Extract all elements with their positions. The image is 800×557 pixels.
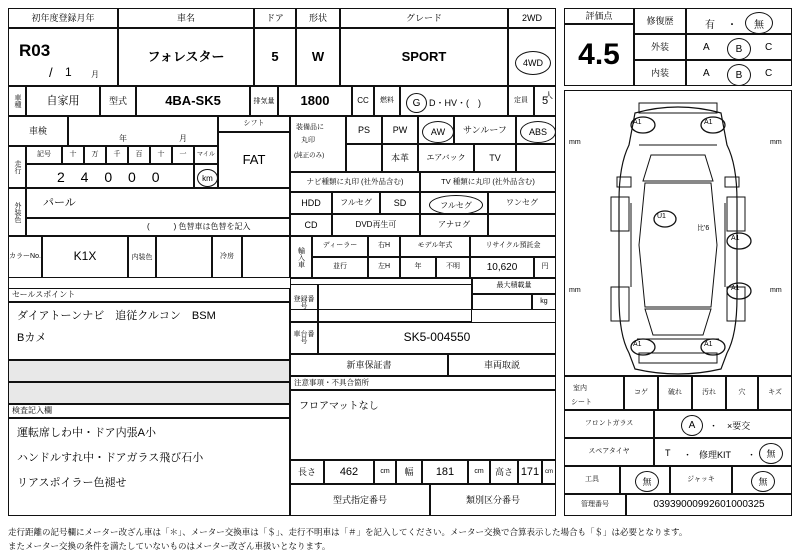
width-unit: cm [474,467,484,475]
length-value: 462 [339,465,359,478]
equip-leather-label: 本革 [390,152,409,163]
check-line-3: リアスポイラー色褪せ [17,477,127,489]
ac-value-cell [242,236,290,278]
shift-value: FAT [242,151,266,167]
use-label: 車種 [14,94,22,108]
front-glass-dot: ・ [709,421,719,431]
repair-label-cell [634,8,686,34]
int-grade-b-marked: B [727,64,751,86]
nav-dvd-label: DVD再生可 [355,220,397,230]
disp-label: 排気量 [253,97,275,105]
equip-tv [474,144,516,172]
nav-title: ナビ種類に丸印 (社外品含む) [306,176,404,186]
height-unit-cell [542,460,556,484]
sales-line2: Bカメ [17,332,47,344]
drive-4wd-cell [508,28,556,86]
fuel-label: 燃料 [380,96,394,104]
chassis-label: 車台番号 [293,331,315,345]
import-right-label: 右H [377,242,391,250]
fuel-options: D・HV・( ) [429,98,481,108]
car-name-value: フォレスター [147,48,225,64]
footer-note-1: 走行距離の記号欄にメーター改ざん車は「＊」、メーター交換車は「＄」、走行不明車は「＃」を記入してください。メーター交換で合算表示した場合も「＄」は必要となります。 [8,527,688,537]
fuel-gasoline-marked: G [406,93,427,113]
recycle-unit-cell [534,257,556,278]
import-label-cell [290,236,312,278]
nav-sd [380,192,420,214]
maxload-value-cell [472,294,532,310]
model-label-cell [100,86,136,116]
grade-value: SPORT [401,48,447,64]
photo-strip-2 [8,382,290,404]
new-cert-cell [290,354,448,376]
mileage-h-kigou-label: 記号 [37,150,51,158]
use-value: 自家用 [46,94,80,107]
import-left-cell [368,257,400,278]
col-kizu [758,376,792,410]
mileage-value-cell [26,164,194,188]
reg-month-unit: 月 [91,70,99,79]
notice-label: 注意事項・不具合箇所 [294,377,369,387]
car-name-value-cell [118,28,254,86]
recycle-label: リサイクル預託金 [485,242,541,250]
color-no-label: カラーNo. [9,252,41,260]
check-value-cell [8,418,290,516]
nav-cd-label: CD [304,219,318,230]
width-label-cell [396,460,422,484]
equipment-label-cell [290,116,346,172]
interior-color-label-cell [128,236,156,278]
check-line-1: 運転席しわ中・ドア内張A小 [17,427,157,439]
diagram-mark-a1-rs2: A1 [731,285,740,292]
tools-value-cell [620,466,670,494]
inspection-year: 年 [119,134,127,143]
spare-none-marked: 無 [759,443,783,464]
diagram-mm-1: mm [569,139,581,146]
car-diagram-frame [564,90,792,376]
tools-none-marked: 無 [635,471,659,492]
col-yogore-label: 汚れ [702,388,716,396]
ac-label-cell [212,236,242,278]
maxload-unit: kg [540,297,548,305]
model-year-value: 年 [414,263,422,271]
mileage-h-kigou [26,146,62,164]
model-value-cell [136,86,250,116]
shape-value-cell [296,28,340,86]
recycle-label-cell [470,236,556,257]
inspection-label: 車検 [28,125,47,136]
chassis-label-cell [290,322,318,354]
mileage-h-hyaku-label: 百 [135,150,143,158]
regno-label: 登録番号 [293,296,315,310]
import-label: 輸入車 [297,246,305,268]
model-year-label-cell [400,236,470,257]
spare-tire-value-cell [654,438,792,466]
sales-line1: ダイアトーンナビ 追従クルコン BSM [17,310,216,322]
drive-4wd-marked: 4WD [515,51,551,75]
interior-color-value-cell [156,236,212,278]
door-value-cell [254,28,296,86]
diagram-mark-hi6: 比'6 [697,225,710,232]
shape-label-cell [296,8,340,28]
recycle-unit: 円 [541,263,549,271]
mileage-unit-km-cell [194,164,218,188]
footer-note-2: またメーター交換の条件を満たしていないものはメーター改ざん車扱いとなります。 [8,541,331,551]
manual-label: 車両取説 [483,359,520,370]
photo-strip-1 [8,360,290,382]
score-value-cell [564,24,634,86]
model-label: 型式 [108,95,127,106]
exterior-grade-value-cell [686,34,792,60]
shift-label: シフト [243,119,265,127]
equip-airbag [418,144,474,172]
mileage-unit-mile-cell [194,146,218,164]
check-label: 検査記入欄 [12,406,52,416]
mileage-label-cell [8,146,26,188]
inspection-month: 月 [179,134,187,143]
color-no-value: K1X [73,249,97,264]
interior-color-label: 内装色 [131,253,153,261]
length-value-cell [324,460,374,484]
equip-blank2 [516,144,556,172]
front-glass-value-cell [654,410,792,438]
car-name-label: 車名 [176,12,195,23]
notice-label-cell [290,376,556,390]
equip-airbag-label: エアバック [426,153,466,163]
new-cert-label: 新車保証書 [346,359,392,370]
recycle-value-cell [470,257,534,278]
diagram-mark-a1-fl: A1 [633,119,642,126]
width-label: 幅 [404,466,414,477]
capacity-label: 定員 [514,96,528,104]
jack-none-marked: 無 [751,471,775,492]
ext-grade-c: C [765,42,773,53]
equip-ps [346,116,382,144]
inspection-value-cell [68,116,218,146]
car-name-label-cell [118,8,254,28]
use-value-cell [26,86,100,116]
import-dealer-label: ディーラー [322,242,358,250]
reg-date-value-cell [8,28,118,86]
exterior-grade-label-cell [634,34,686,60]
nav-fullseg-label: フルセグ [340,198,372,208]
height-label: 高さ [494,466,513,477]
diagram-mark-a1-rl: A1 [633,341,642,348]
exterior-grade-label: 外装 [650,41,669,52]
mileage-h-ichi [172,146,194,164]
import-dealer-cell [312,236,368,257]
length-label-cell [290,460,324,484]
reg-date-label-cell [8,8,118,28]
tools-label: 工具 [585,475,599,483]
shape-value: W [311,48,325,64]
drive-2wd-label: 2WD [522,12,542,23]
repair-opt-dot: ・ [727,20,737,31]
height-label-cell [490,460,518,484]
equip-sunroof-label: サンルーフ [463,124,507,135]
equip-abs-marked: ABS [520,121,556,143]
ac-label: 冷房 [220,252,234,260]
class-division-cell [430,484,556,516]
equipment-label-l2: 丸印 [301,137,315,144]
drive-2wd-cell [508,8,556,28]
notice-value-cell [290,390,556,460]
inspection-label-cell [8,116,68,146]
mileage-h-man-label: 万 [91,150,99,158]
grade-label: グレード [405,12,442,23]
ext-color-value: パール [43,196,76,209]
import-left-label: 左H [377,263,391,271]
front-glass-x: ×要交 [727,421,751,431]
mileage-value: 2 4 0 0 0 [57,169,166,185]
mileage-h-ichi-label: 一 [179,150,187,158]
front-glass-a-marked: A [681,415,703,436]
maxload-label-cell [472,278,556,294]
col-koge [624,376,658,410]
nav-fullseg [332,192,380,214]
disp-unit: CC [357,96,369,106]
tv-title-cell [420,172,556,192]
jack-label-cell [670,466,732,494]
diagram-mm-2: mm [770,139,782,146]
tools-label-cell [564,466,620,494]
tv-blank [488,214,556,236]
spare-t: T [665,448,671,458]
repair-opt-no-marked: 無 [745,12,773,34]
manual-cell [448,354,556,376]
mgmt-value-cell [626,494,792,516]
diagram-mark-a1-rs: A1 [731,235,740,242]
type-designation-cell [290,484,430,516]
col-yabure [658,376,692,410]
sales-label: セールスポイント [12,290,76,300]
mileage-h-man [84,146,106,164]
sales-value-cell [8,302,290,360]
height-value: 171 [520,465,540,478]
import-parallel-label: 並行 [333,263,347,271]
mileage-h-sen [106,146,128,164]
capacity-value: 5 [541,94,549,107]
ext-color-label-cell [8,188,26,236]
interior-grade-value-cell [686,60,792,86]
use-label-cell [8,86,26,116]
length-unit: cm [380,467,390,475]
col-yabure-label: 破れ [668,388,682,396]
mileage-h-ju [150,146,172,164]
disp-value-cell [278,86,352,116]
notice-value: フロアマットなし [299,401,379,412]
import-right-cell [368,236,400,257]
score-title-cell [564,8,634,24]
mileage-h-ten-label: 十 [69,150,77,158]
equip-aw [418,116,454,144]
check-line-2: ハンドルすれ中・ドアガラス飛び石小 [17,452,204,464]
tv-analog-label: アナログ [438,220,470,230]
mileage-h-ten [62,146,84,164]
equip-aw-marked: AW [422,121,454,143]
score-title: 評価点 [585,10,613,21]
sales-label-cell [8,288,290,302]
equipment-label-l1: 装備品に [296,124,324,131]
car-diagram-svg [565,91,791,375]
tv-fullseg [420,192,488,214]
width-value: 181 [435,465,455,478]
door-label-cell [254,8,296,28]
width-unit-cell [468,460,490,484]
length-unit-cell [374,460,396,484]
mileage-h-hyaku [128,146,150,164]
model-year-unknown-cell [436,257,470,278]
int-grade-a: A [703,68,710,79]
ext-color-value-cell [26,188,290,218]
equip-pw-label: PW [392,124,408,135]
mileage-unit-km-marked: km [197,169,218,187]
capacity-unit: 人 [545,91,553,100]
spare-dot1: ・ [683,450,693,460]
interior-seat-l1: 室内 [573,385,587,392]
score-value: 4.5 [578,37,620,71]
equip-tv-label: TV [489,152,501,163]
type-designation-label: 型式指定番号 [332,494,387,505]
maxload-unit-cell [532,294,556,310]
grade-label-cell [340,8,508,28]
width-value-cell [422,460,468,484]
col-yogore [692,376,726,410]
col-kizu-label: キズ [768,388,782,396]
equip-ps-label: PS [357,124,370,135]
door-value: 5 [271,48,279,64]
reg-date-label: 初年度登録月年 [31,12,95,23]
equip-sunroof [454,116,516,144]
nav-sd-label: SD [393,197,407,208]
front-glass-label: フロントガラス [584,419,634,427]
col-ana [726,376,758,410]
model-year-unknown-label: 不明 [446,263,460,271]
regno-label-cell [290,284,318,322]
regno-value-cell [318,284,472,322]
tv-analog [420,214,488,236]
ext-color-label: 外装色 [14,201,22,223]
repair-label: 修復歴 [646,15,674,26]
col-ana-label: 穴 [738,388,746,396]
ext-grade-b-marked: B [727,38,751,60]
equip-abs [516,116,556,144]
tv-title: TV 種類に丸印 (社外品含む) [441,176,535,186]
color-change-note-cell [26,218,290,236]
color-no-label-cell [8,236,42,278]
color-change-note: ( ) 色替車は色替を記入 [147,222,251,232]
tv-fullseg-marked: フルセグ [429,195,483,215]
equip-pw [382,116,418,144]
mgmt-label: 管理番号 [581,500,609,508]
color-no-value-cell [42,236,128,278]
jack-value-cell [732,466,792,494]
interior-seat-label-cell [564,376,624,410]
model-value: 4BA-SK5 [165,92,221,108]
shift-label-cell [218,116,290,132]
check-label-cell [8,404,290,418]
interior-grade-label: 内装 [650,67,669,78]
disp-unit-cell [352,86,374,116]
maxload-label: 最大積載量 [496,281,532,289]
shift-value-cell [218,132,290,188]
spare-kit: 修理KIT [699,450,732,460]
mgmt-value: 03939000992601000325 [653,499,765,511]
interior-seat-l2: シート [571,399,592,406]
class-division-label: 類別区分番号 [465,494,520,505]
fuel-label-cell [374,86,400,116]
front-glass-label-cell [564,410,654,438]
import-parallel-cell [312,257,368,278]
tv-oneseg-label: ワンセグ [506,198,538,208]
spare-dot2: ・ [747,450,757,460]
length-label: 長さ [297,466,316,477]
model-year-value-cell [400,257,436,278]
repair-opt-yes: 有 [705,20,715,31]
diagram-mark-a1-rr: A1 [704,341,713,348]
recycle-value: 10,620 [486,261,518,273]
reg-month-value: 1 [65,65,72,79]
equip-blank1 [346,144,382,172]
nav-hdd-label: HDD [301,197,321,208]
grade-value-cell [340,28,508,86]
reg-slash: / [49,65,53,80]
interior-grade-label-cell [634,60,686,86]
chassis-value-cell [318,322,556,354]
mileage-unit-mile: マイル [197,151,215,158]
equip-leather [382,144,418,172]
fuel-value-cell [400,86,508,116]
spare-tire-label-cell [564,438,654,466]
mgmt-label-cell [564,494,626,516]
col-koge-label: コゲ [634,388,648,396]
disp-label-cell [250,86,278,116]
door-label: ドア [266,12,284,23]
height-value-cell [518,460,542,484]
chassis-value: SK5-004550 [403,330,471,345]
mileage-h-sen-label: 千 [113,150,121,158]
repair-value-cell [686,8,792,34]
diagram-mark-a1-fr: A1 [704,119,713,126]
tv-oneseg [488,192,556,214]
mileage-h-ju-label: 十 [157,150,165,158]
shape-label: 形状 [308,12,327,23]
ext-grade-a: A [703,42,710,53]
jack-label: ジャッキ [687,475,715,483]
model-year-label: モデル年式 [417,242,453,250]
reg-year-value: R03 [19,41,51,60]
int-grade-c: C [765,68,773,79]
nav-title-cell [290,172,420,192]
equipment-label-sub: (純正のみ) [294,152,325,159]
capacity-label-cell [508,86,534,116]
spare-tire-label: スペアタイヤ [588,447,630,455]
height-unit: cm [545,468,553,475]
diagram-mm-4: mm [770,287,782,294]
diagram-mark-u1: U1 [657,213,666,220]
diagram-mm-3: mm [569,287,581,294]
mileage-label: 走行 [14,160,22,174]
disp-value: 1800 [300,92,330,108]
